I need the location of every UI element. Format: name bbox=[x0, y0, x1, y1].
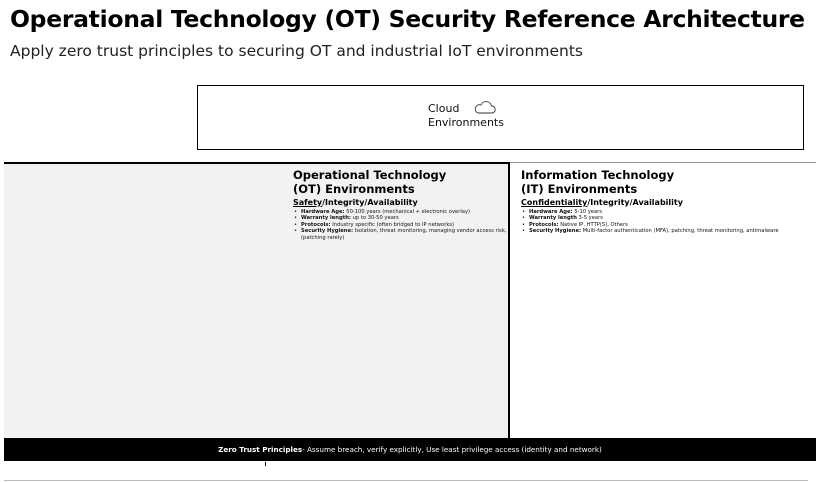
ot-priority-primary: Safety bbox=[293, 198, 323, 207]
list-item: • Hardware Age: 5-10 years bbox=[529, 209, 811, 215]
list-item: • Warranty length: up to 30-50 years bbox=[301, 215, 508, 221]
divider-tick bbox=[265, 462, 266, 466]
bottom-divider bbox=[4, 480, 808, 481]
zero-trust-label: Zero Trust Principles bbox=[218, 445, 303, 454]
cloud-label-line2: Environments bbox=[428, 116, 504, 129]
it-heading bbox=[521, 168, 811, 196]
ot-priorities bbox=[293, 198, 508, 208]
list-item: • Security Hygiene: Multi-factor authentication (MFA), patching, threat monitoring, antimalware bbox=[529, 228, 811, 234]
zero-trust-text: - Assume breach, verify explicitly, Use least privilege access (identity and network) bbox=[302, 445, 602, 454]
cloud-icon bbox=[474, 100, 496, 118]
cloud-label-line1: Cloud bbox=[428, 102, 460, 115]
it-heading-line2: (IT) Environments bbox=[521, 182, 638, 196]
page-title: Operational Technology (OT) Security Reference Architecture bbox=[10, 5, 805, 33]
zero-trust-principles-bar bbox=[4, 438, 816, 461]
list-item: • Protocols: Industry specific (often bridged to IP networks) bbox=[301, 222, 508, 228]
ot-heading-line2: (OT) Environments bbox=[293, 182, 415, 196]
list-item: • Hardware Age: 50-100 years (mechanical + electronic overlay) bbox=[301, 209, 508, 215]
ot-heading bbox=[293, 168, 508, 196]
it-priority-primary: Confidentiality bbox=[521, 198, 588, 207]
it-priority-rest: /Integrity/Availability bbox=[587, 198, 683, 207]
it-environment-panel bbox=[521, 168, 811, 235]
ot-details-list bbox=[293, 209, 508, 241]
ot-priority-rest: /Integrity/Availability bbox=[322, 198, 418, 207]
cloud-environments-box bbox=[197, 85, 804, 150]
ot-heading-line1: Operational Technology bbox=[293, 168, 447, 182]
list-item: • Protocols: Native IP, HTTP(S), Others bbox=[529, 222, 811, 228]
page-subtitle: Apply zero trust principles to securing OT and industrial IoT environments bbox=[10, 42, 584, 60]
ot-environment-panel bbox=[293, 168, 508, 241]
it-priorities bbox=[521, 198, 811, 208]
list-item: • Warranty length 3-5 years bbox=[529, 215, 811, 221]
it-details-list bbox=[521, 209, 811, 235]
cloud-label bbox=[428, 102, 504, 130]
it-heading-line1: Information Technology bbox=[521, 168, 675, 182]
list-item: • Security Hygiene: Isolation, threat monitoring, managing vendor access risk, (patching rarely) bbox=[301, 228, 508, 241]
